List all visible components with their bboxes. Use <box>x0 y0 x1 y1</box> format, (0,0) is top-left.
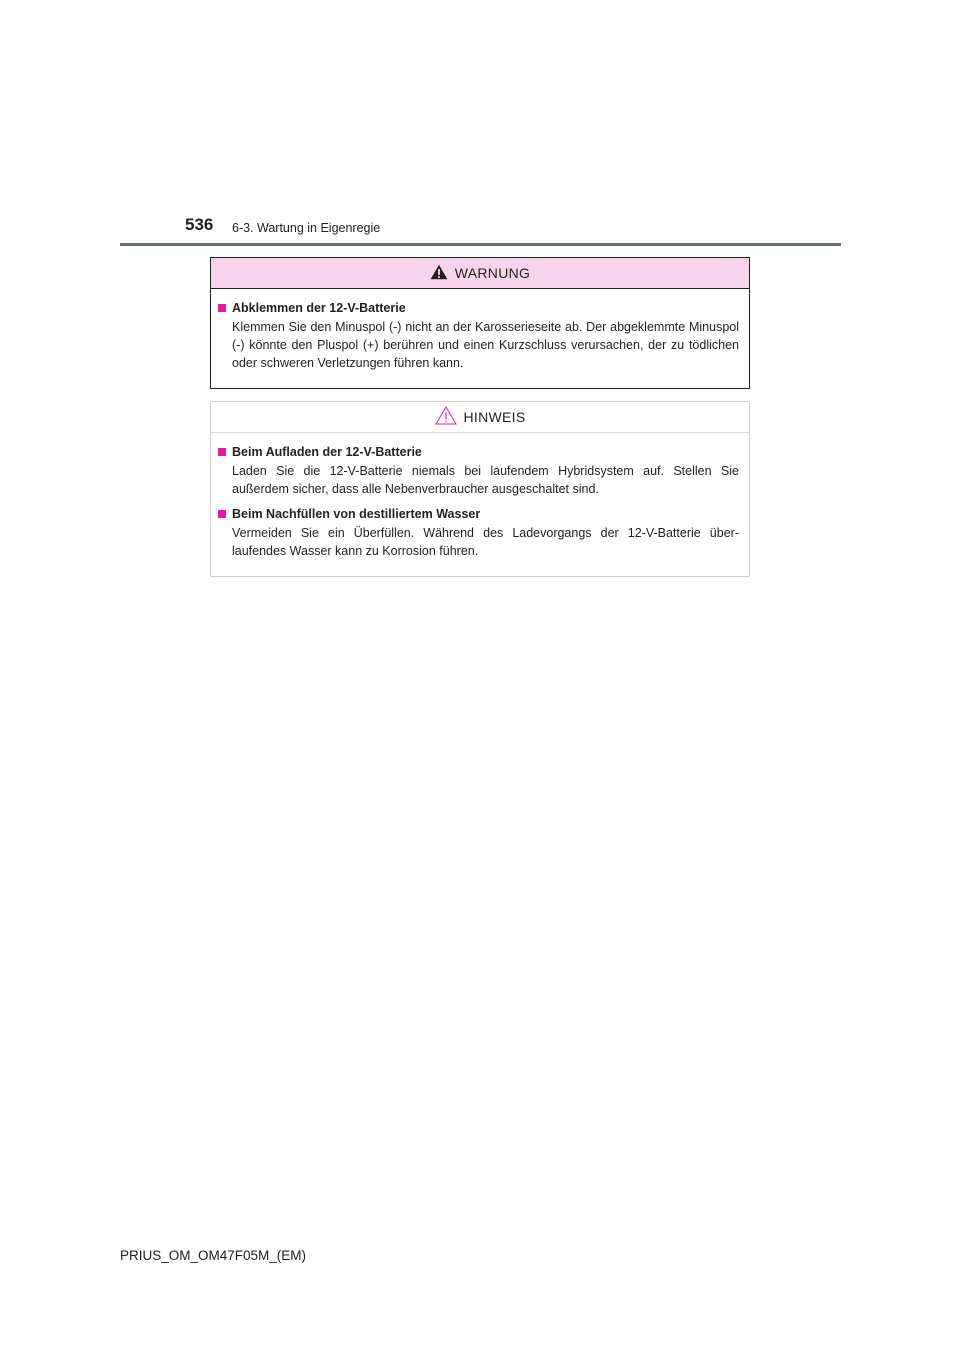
caution-outline-triangle-icon <box>435 406 457 425</box>
warning-box <box>210 257 750 389</box>
warning-title: WARNUNG <box>454 265 531 281</box>
warning-item-heading: Abklemmen der 12-V-Batterie <box>232 301 406 315</box>
notice-item-heading: Beim Nachfüllen von destilliertem Wasser <box>232 507 481 521</box>
warning-item <box>218 299 739 372</box>
notice-item <box>218 443 739 498</box>
notice-header <box>211 402 749 433</box>
section-title: 6-3. Wartung in Eigenregie <box>232 221 381 235</box>
notice-item-text: Vermeiden Sie ein Überfüllen. Während des Ladevorgangs der 12-V-Batterie über- laufendes Wasser kann zu Korrosion führen. <box>232 526 739 558</box>
notice-title: HINWEIS <box>463 409 526 425</box>
notice-item <box>218 505 739 560</box>
warning-header <box>211 258 749 289</box>
page-number: 536 <box>185 215 214 234</box>
notice-item-text: Laden Sie die 12-V-Batterie niemals bei laufendem Hybridsystem auf. Stellen Sie außerdem sicher, dass alle Nebenverbraucher ausgeschaltet sind. <box>232 464 739 496</box>
notice-box <box>210 401 750 577</box>
bullet-square-icon <box>218 510 226 518</box>
bullet-square-icon <box>218 304 226 312</box>
notice-item-heading: Beim Aufladen der 12-V-Batterie <box>232 445 422 459</box>
warning-item-text: Klemmen Sie den Minuspol (-) nicht an der Karosserieseite ab. Der abgeklemmte Minuspol (-) könnte den Pluspol (+) berühren und einen Kurzschluss verursachen, der zu tödlichen oder schweren Verletzungen führen kann. <box>232 320 739 370</box>
document-id: PRIUS_OM_OM47F05M_(EM) <box>120 1248 307 1263</box>
header-divider <box>120 243 841 246</box>
bullet-square-icon <box>218 448 226 456</box>
warning-filled-triangle-icon <box>430 264 448 280</box>
